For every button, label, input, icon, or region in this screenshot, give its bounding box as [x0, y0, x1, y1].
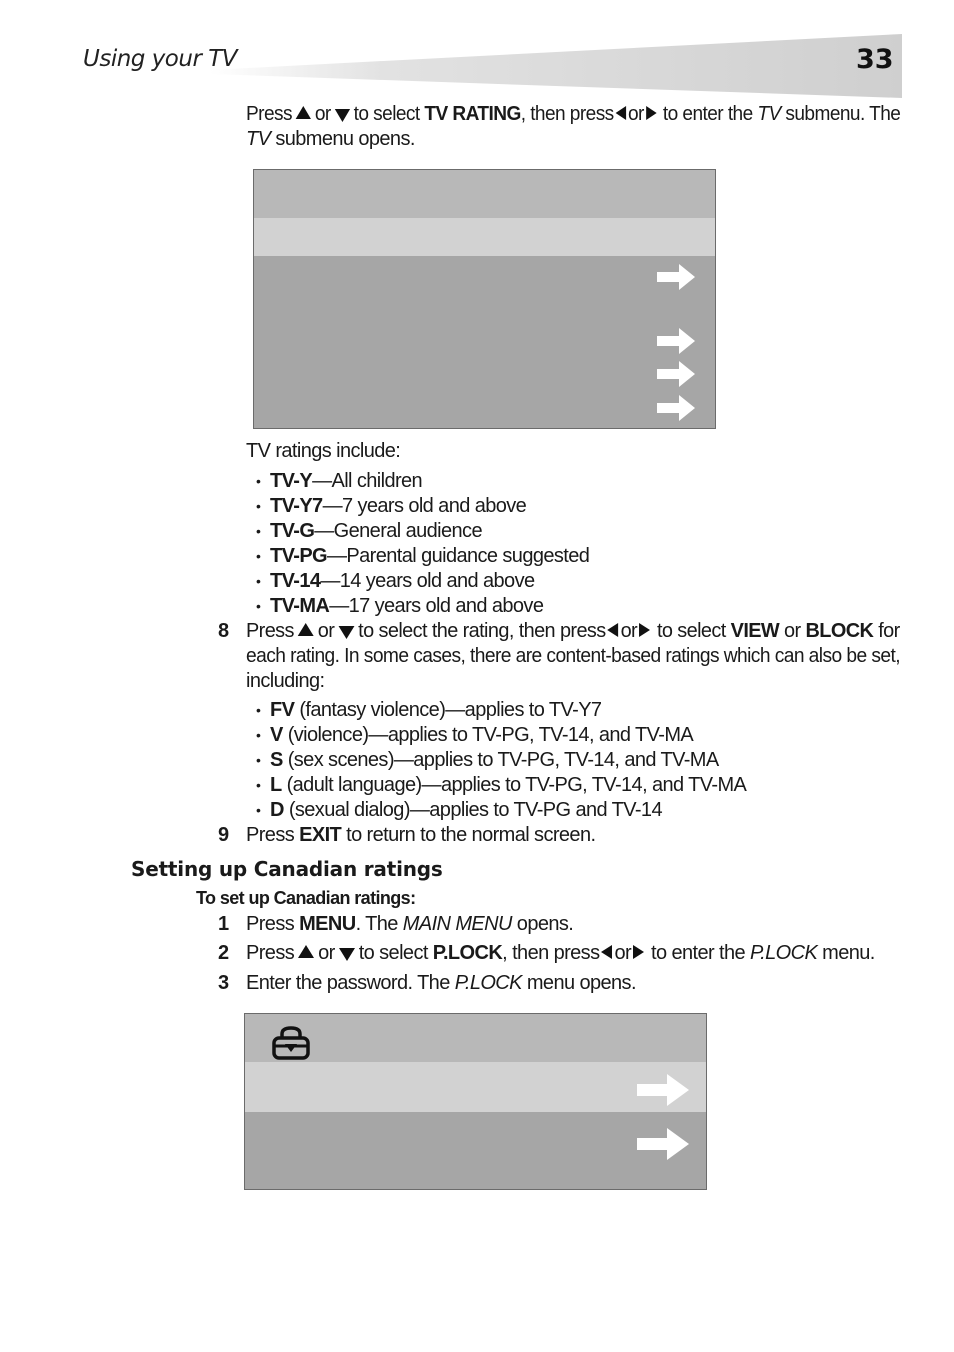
step-number: 9 — [218, 824, 230, 846]
step-number: 1 — [218, 913, 230, 935]
step9-text: Press EXIT to return to the normal screen. — [246, 824, 596, 846]
bullet: • — [256, 548, 261, 564]
list-item: V (violence)—applies to TV-PG, TV-14, and TV-MA — [270, 724, 694, 746]
up-arrow-icon — [296, 106, 311, 119]
c-step1-text: Press MENU. The MAIN MENU opens. — [246, 913, 574, 935]
list-item: TV-PG—Parental guidance suggested — [270, 545, 590, 567]
tv-submenu-screenshot — [253, 169, 716, 429]
step-number: 3 — [218, 972, 230, 994]
step-number: 2 — [218, 942, 230, 964]
right-arrow-icon — [657, 264, 695, 290]
right-arrow-icon — [657, 395, 695, 421]
header-title: Using your TV — [83, 46, 238, 72]
left-arrow-icon — [601, 945, 612, 959]
step-number: 8 — [218, 620, 230, 642]
page-number: 33 — [856, 44, 894, 75]
step8-line-1: Press or to select the rating, then press or to select VIEW or BLOCK for — [246, 620, 900, 642]
bullet: • — [256, 777, 261, 793]
right-arrow-icon — [646, 106, 657, 120]
right-arrow-icon — [639, 623, 650, 637]
down-arrow-icon — [339, 948, 355, 961]
bullet: • — [256, 702, 261, 718]
down-arrow-icon — [338, 626, 354, 639]
procedure-heading: To set up Canadian ratings: — [196, 888, 416, 908]
list-item: D (sexual dialog)—applies to TV-PG and TV-14 — [270, 799, 662, 821]
intro-line-2: TV submenu opens. — [246, 128, 415, 150]
left-arrow-icon — [608, 623, 619, 637]
bullet: • — [256, 573, 261, 589]
padlock-icon — [271, 1026, 311, 1060]
step8-line-2: each rating. In some cases, there are content-based ratings which can also be set, — [246, 645, 900, 667]
list-item: TV-Y7—7 years old and above — [270, 495, 527, 517]
right-arrow-icon — [657, 361, 695, 387]
bullet: • — [256, 498, 261, 514]
list-item: S (sex scenes)—applies to TV-PG, TV-14, and TV-MA — [270, 749, 719, 771]
bullet: • — [256, 598, 261, 614]
c-step3-text: Enter the password. The P.LOCK menu opens. — [246, 972, 636, 994]
list-item: TV-MA—17 years old and above — [270, 595, 544, 617]
c-step2-text: Press or to select P.LOCK, then press or to enter the P.LOCK menu. — [246, 942, 875, 964]
right-arrow-icon — [637, 1074, 689, 1106]
down-arrow-icon — [335, 109, 350, 122]
bullet: • — [256, 727, 261, 743]
section-heading: Setting up Canadian ratings — [131, 857, 443, 881]
intro-line-1: Press or to select TV RATING, then press or to enter the TV submenu. The — [246, 103, 901, 125]
up-arrow-icon — [298, 623, 314, 636]
bullet: • — [256, 473, 261, 489]
menu-highlight-row — [254, 218, 715, 256]
list-item: TV-14—14 years old and above — [270, 570, 535, 592]
menu-header-row — [245, 1014, 706, 1062]
right-arrow-icon — [637, 1128, 689, 1160]
plock-menu-screenshot — [244, 1013, 707, 1190]
list-item: L (adult language)—applies to TV-PG, TV-14, and TV-MA — [270, 774, 747, 796]
list-item: FV (fantasy violence)—applies to TV-Y7 — [270, 699, 602, 721]
left-arrow-icon — [616, 106, 627, 120]
bullet: • — [256, 752, 261, 768]
bullet: • — [256, 802, 261, 818]
list-item: TV-Y—All children — [270, 470, 423, 492]
ratings-intro: TV ratings include: — [246, 440, 401, 462]
right-arrow-icon — [657, 328, 695, 354]
right-arrow-icon — [633, 945, 644, 959]
up-arrow-icon — [298, 945, 314, 958]
list-item: TV-G—General audience — [270, 520, 482, 542]
bullet: • — [256, 523, 261, 539]
menu-header-row — [254, 170, 715, 218]
step8-line-3: including: — [246, 670, 325, 692]
